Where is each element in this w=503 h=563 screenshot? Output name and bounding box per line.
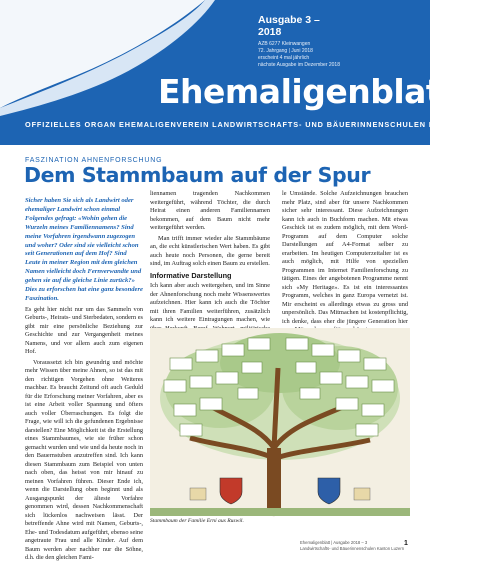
body-paragraph: le Umstände. Solche Aufzeichnungen brauchen mehr Platz, sind aber für unsere Nachkommen sicher sehr interessant. Diese Aufzeichnungen kann ich auch in Buchform machen. Mit etwas Geschick ist es zudem möglich, mit dem Word-Programm auf dem Computer solche Darstellungen auf A4-Format selber zu erarbeiten. Im heutigen Computerzeitalter ist es auch möglich, mit Hilfe von speziellen Programmen im Internet Familienforschung zu tätigen. Eines der angebotenen Programme nennt sich «My Heritage». Es ist ein interessantes Programm, welches in ganz Europa vernetzt ist. Mir erscheint es allerdings etwas zu gross und unpersönlich. Das Mitmachen ist kostenpflichtig, ich denke, dass eher die jüngere Generation hier (282, 190, 408, 325)
issue-line: erscheint 4 mal jährlich (258, 55, 310, 61)
issue-title: Ausgabe 3 – 2018 (258, 14, 320, 38)
section-subhead: Informative Darstellung (150, 270, 232, 280)
footer-line: Ehemaligenblatt | Ausgabe 2018 – 3 (300, 540, 368, 545)
issue-line: 72. Jahrgang | Juni 2018 (258, 48, 313, 54)
body-paragraph: Es geht hier nicht nur um das Sammeln von Geburts-, Heirats- und Sterbedaten, sondern es gibt mir eine persönliche Beziehung zur Geschichte und zur Vergangenheit meines Namens, und vor allem auch zum eigenen Hof. (25, 305, 143, 356)
footer-publication (300, 540, 404, 551)
family-tree-illustration (150, 328, 410, 516)
footer-line: Landwirtschafts- und Bäuerinnenschulen Kanton Luzern (300, 545, 405, 551)
masthead-title: Ehemaligenblatt (158, 72, 457, 111)
body-paragraph: Voraussetzt ich bin gwundrig und möchte mehr Wissen über meine Ahnen, so ist das mit den richtigen Vorgehen ohne Weiteres machbar. Es braucht Zeitund oft auch Geduld für die Erforschung meiner Vorfahren, aber es ist eine Arbeit voller Spannung und öfters auch voller Überraschungen. Es folgt die Frage, wie will ich die gefundenen Ergebnisse darstellen? Eine Möglichkeit ist die Erstellung eines Stammbaumes, wie sie früher schon gemacht wurden und wie und da heute noch in den Bauernstuben anzutreffen sind. Ich kann diesen Stammbaum zum Beispiel von unten nach oben, das heisst von mir hinauf zu meinen Vorfahren führen. Dieser Ende ich, wenn die Darstellung oben beginnt und als Ausgangspunkt der älteste Vorfahre genommen wird, dessen Nachkommenschaft sich lückenlos nachweisen lässt. Der betreffende Ahne wird mit Namen, Geburts-, Ehe- und Todesdatum aufgeführt, ebenso seine angetraute Frau und alle Kinder. Auf dem Baum werden aber nachher nur die Söhne, d.h. die den gleichen Fami- (25, 358, 143, 562)
family-tree-image (150, 328, 410, 516)
image-caption: Stammbaum der Familie Erni aus Ruswil. (150, 518, 244, 524)
issue-info (258, 14, 342, 72)
article-column-2 (150, 190, 270, 330)
issue-line: AZB 6277 Kleinwangen (258, 41, 311, 47)
body-paragraph: Ich kann aber auch weitergehen, und im Sinne der Ahnenforschung noch mehr Wissenswertes aufzeichnen. Hier kann ich auch die Töchter mit ihren Familien weiterführen, zusätzlich kann ich weitere Eintragungen machen, wie (150, 282, 270, 323)
article-lead: Sicher haben Sie sich als Landwirt oder ehemaliger Landwirt schon einmal Folgendes gefragt: «Wohin gehen die Wurzeln meines Familiennamens? Sind meine Vorfahren irgendwann zugezogen und woher? Oder sind sie vielleicht schon seit Generationen auf dem Hof? Sind Leute in meiner Region mit dem gleichen Namen vielleicht doch Fernverwandte und gehen sie auf die gleiche Linie zurück?» Dies zu erforschen hat eine ganz besondere Faszination. (25, 197, 143, 302)
article-column-3 (282, 190, 408, 330)
page-number: 1 (404, 540, 408, 547)
masthead-subtitle: OFFIZIELLES ORGAN EHEMALIGENVEREIN LANDWIRTSCHAFTS- UND BÄUERINNENSCHULEN KANTON LUZERN (25, 120, 503, 129)
article-kicker: FASZINATION AHNENFORSCHUNG (25, 157, 163, 164)
body-paragraph: Man trifft immer wieder alte Stammbäume an, die echt künstlerischen Wert haben. Es gibt auch heute noch Personen, die gerne bereit sind, im Auftrag solch einen Baum zu erstellen. (150, 234, 270, 267)
article-column-1 (25, 197, 143, 562)
body-paragraph: liennamen tragenden Nachkommen weitergeführt, während Töchter, die durch Heirat einen anderen Familiennamen bekommen, auf dem Baum nicht mehr weitergeführt werden. (150, 190, 270, 231)
masthead-banner (0, 0, 503, 145)
issue-line: nächste Ausgabe im Dezember 2018 (258, 62, 340, 68)
article-headline: Dem Stammbaum auf der Spur (24, 163, 371, 187)
